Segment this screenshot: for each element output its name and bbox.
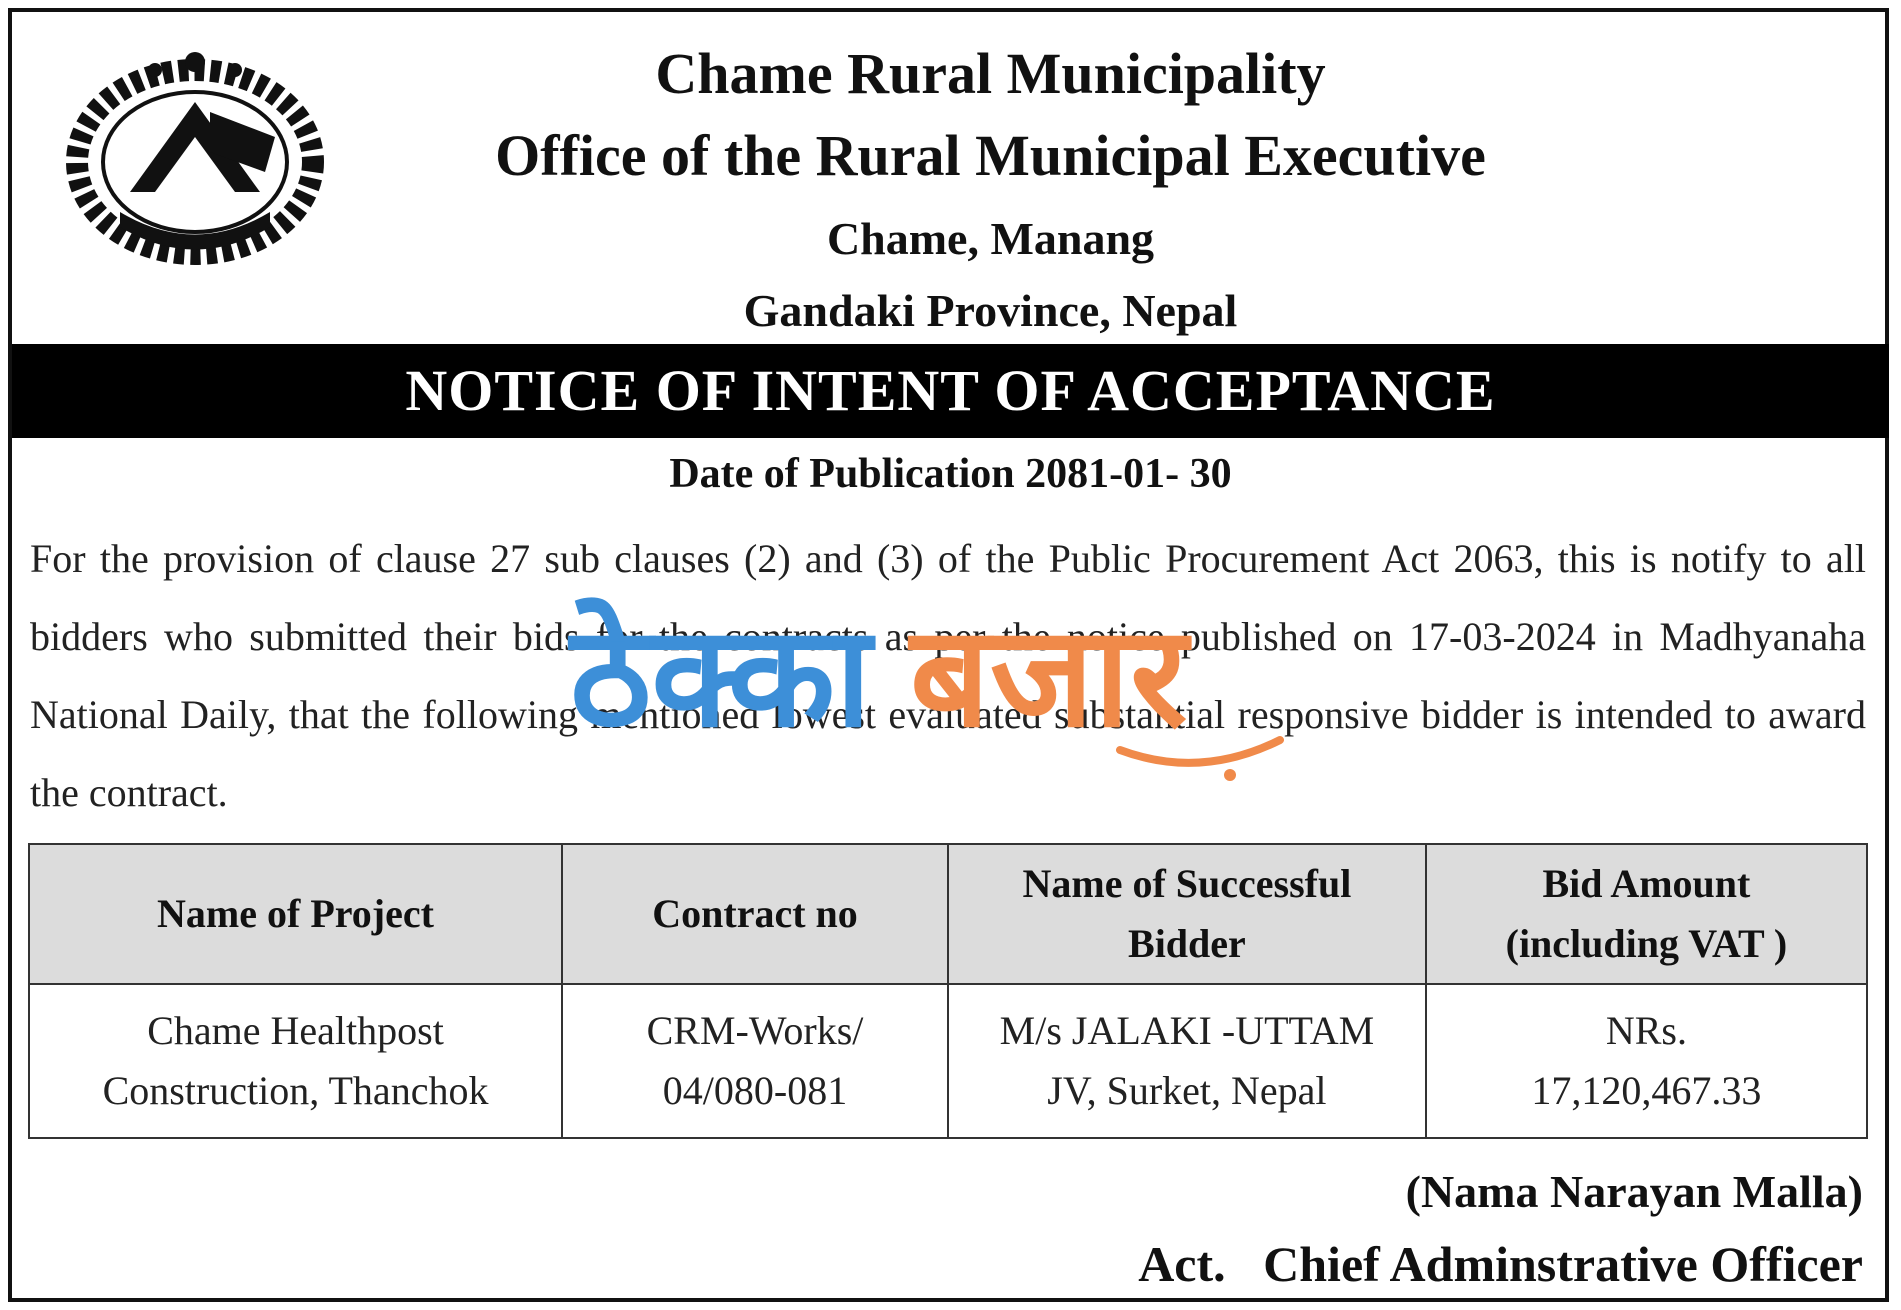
cell-bidder: M/s JALAKI -UTTAM JV, Surket, Nepal	[948, 984, 1426, 1138]
header-project: Name of Project	[29, 844, 562, 984]
table-row	[29, 984, 1867, 1138]
publication-date: Date of Publication 2081-01- 30	[669, 451, 1232, 497]
office-name: Office of the Rural Municipal Executive	[495, 123, 1486, 188]
cell-project: Chame Healthpost Construction, Thanchok	[29, 984, 562, 1138]
signatory-title: Act. Chief Adminstrative Officer	[1138, 1236, 1863, 1292]
table-header-row	[29, 844, 1867, 984]
signatory-name: (Nama Narayan Malla)	[1405, 1166, 1863, 1217]
notice-header	[12, 12, 1889, 344]
notice-body: For the provision of clause 27 sub clauses (2) and (3) of the Public Procurement Act 2063, this is notify to all bidders who submitted their bids for the contracts as per the notice published on 17-03-2024 in Madhyanaha National Daily, that the following mentioned lowest evaluated substantial responsive bidder is intended to award the contract.	[30, 536, 1866, 815]
notice-title: NOTICE OF INTENT OF ACCEPTANCE	[12, 344, 1889, 438]
header-contract: Contract no	[562, 844, 948, 984]
municipality-name: Chame Rural Municipality	[655, 41, 1326, 106]
header-bidder: Name of Successful Bidder	[948, 844, 1426, 984]
cell-amount: NRs. 17,120,467.33	[1426, 984, 1867, 1138]
award-table	[28, 843, 1868, 1139]
office-location: Chame, Manang	[826, 213, 1155, 264]
watermark-part2: बजार	[910, 596, 1188, 759]
cell-contract: CRM-Works/ 04/080-081	[562, 984, 948, 1138]
office-province: Gandaki Province, Nepal	[743, 285, 1238, 336]
watermark-part1: ठेक्का	[570, 596, 872, 759]
header-amount: Bid Amount (including VAT )	[1426, 844, 1867, 984]
